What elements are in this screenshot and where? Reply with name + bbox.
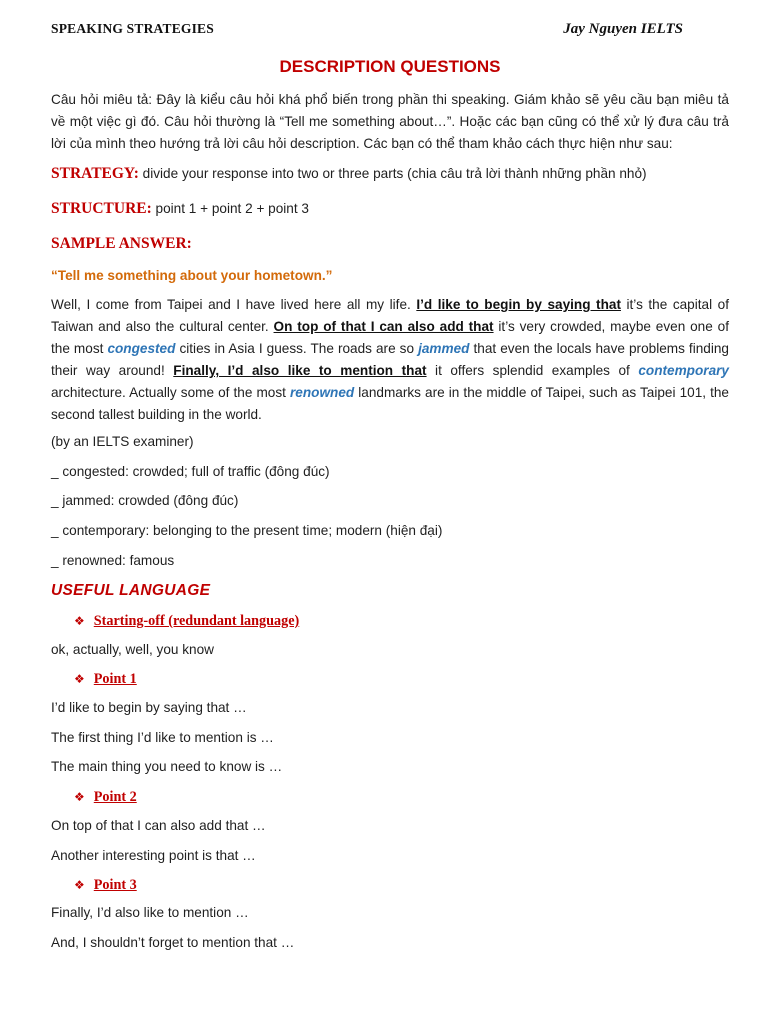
source-note: (by an IELTS examiner)	[51, 434, 194, 449]
linking-phrase: On top of that I can also add that	[273, 319, 494, 334]
sample-text: it offers splendid examples of	[426, 363, 639, 378]
sample-text: it’s very crowded, maybe even one of the most	[51, 319, 729, 356]
page-header	[51, 18, 729, 40]
sample-text: that even the locals have problems finding their way around!	[51, 341, 729, 378]
phrase-line: I’d like to begin by saying that …	[51, 700, 247, 715]
sample-text: Well, I come from Taipei and I have lived here all my life.	[51, 297, 417, 312]
diamond-bullet-icon: ❖	[74, 878, 85, 892]
vocab-item: _ contemporary: belonging to the present time; modern (hiện đại)	[51, 523, 443, 538]
sample-answer-label: SAMPLE ANSWER:	[51, 235, 192, 252]
sample-question: “Tell me something about your hometown.”	[51, 268, 333, 283]
header-title: SPEAKING STRATEGIES	[51, 21, 214, 36]
sample-text: architecture. Actually some of the most	[51, 385, 290, 400]
section-heading-point-2	[74, 786, 137, 808]
section-heading-point-1	[74, 668, 137, 690]
sample-text: it’s the capital of Taiwan and also the cultural center.	[51, 297, 729, 334]
phrase-line: The first thing I’d like to mention is …	[51, 730, 274, 745]
sample-answer-paragraph	[51, 294, 729, 426]
vocab-keyword: jammed	[418, 341, 470, 356]
phrase-line: Another interesting point is that …	[51, 848, 256, 863]
section-heading-text: Point 2	[93, 789, 137, 805]
sample-answer-heading	[51, 233, 729, 255]
structure-label: STRUCTURE:	[51, 200, 152, 217]
linking-phrase: Finally, I’d also like to mention that	[173, 363, 427, 378]
sample-text: landmarks are in the middle of Taipei, such as Taipei 101, the second tallest building in the world.	[51, 385, 729, 422]
phrase-line: On top of that I can also add that …	[51, 818, 266, 833]
useful-language-heading: USEFUL LANGUAGE	[51, 582, 211, 599]
sample-text: cities in Asia I guess. The roads are so	[175, 341, 419, 356]
diamond-bullet-icon: ❖	[74, 614, 85, 628]
vocab-keyword: contemporary	[638, 363, 729, 378]
phrase-line: The main thing you need to know is …	[51, 759, 283, 774]
header-author: Jay Nguyen IELTS	[563, 21, 683, 37]
section-heading-starting-off	[74, 610, 299, 632]
vocab-keyword: congested	[107, 341, 176, 356]
intro-paragraph: Câu hỏi miêu tả: Đây là kiểu câu hỏi khá phổ biến trong phần thi speaking. Giám khảo sẽ yêu cầu bạn miêu tả về một việc gì đó. Câu hỏi thường là “Tell me something about…”. Hoặc các bạn cũng có thể xử lý đưa câu trả lời của mình theo hướng trả lời câu hỏi description. Các bạn có thể tham khảo cách thực hiện như sau:	[51, 92, 729, 151]
phrase-line: ok, actually, well, you know	[51, 642, 214, 657]
vocab-item: _ renowned: famous	[51, 553, 175, 568]
phrase-line: And, I shouldn’t forget to mention that …	[51, 935, 295, 950]
vocab-keyword: renowned	[290, 385, 355, 400]
diamond-bullet-icon: ❖	[74, 672, 85, 686]
strategy-label: STRATEGY:	[51, 165, 139, 182]
vocab-item: _ congested: crowded; full of traffic (đông đúc)	[51, 464, 330, 479]
strategy-text: divide your response into two or three parts (chia câu trả lời thành những phần nhỏ)	[138, 166, 647, 181]
section-heading-text: Point 1	[93, 671, 137, 687]
strategy-line	[51, 163, 729, 185]
section-heading-point-3	[74, 874, 137, 896]
diamond-bullet-icon: ❖	[74, 790, 85, 804]
linking-phrase: I’d like to begin by saying that	[416, 297, 621, 312]
phrase-line: Finally, I’d also like to mention …	[51, 905, 249, 920]
section-heading-text: Point 3	[93, 877, 137, 893]
section-heading-text: Starting-off (redundant language)	[93, 613, 300, 629]
vocab-item: _ jammed: crowded (đông đúc)	[51, 493, 239, 508]
structure-text: point 1 + point 2 + point 3	[151, 201, 309, 216]
structure-line	[51, 198, 729, 220]
page-title: DESCRIPTION QUESTIONS	[279, 57, 501, 76]
